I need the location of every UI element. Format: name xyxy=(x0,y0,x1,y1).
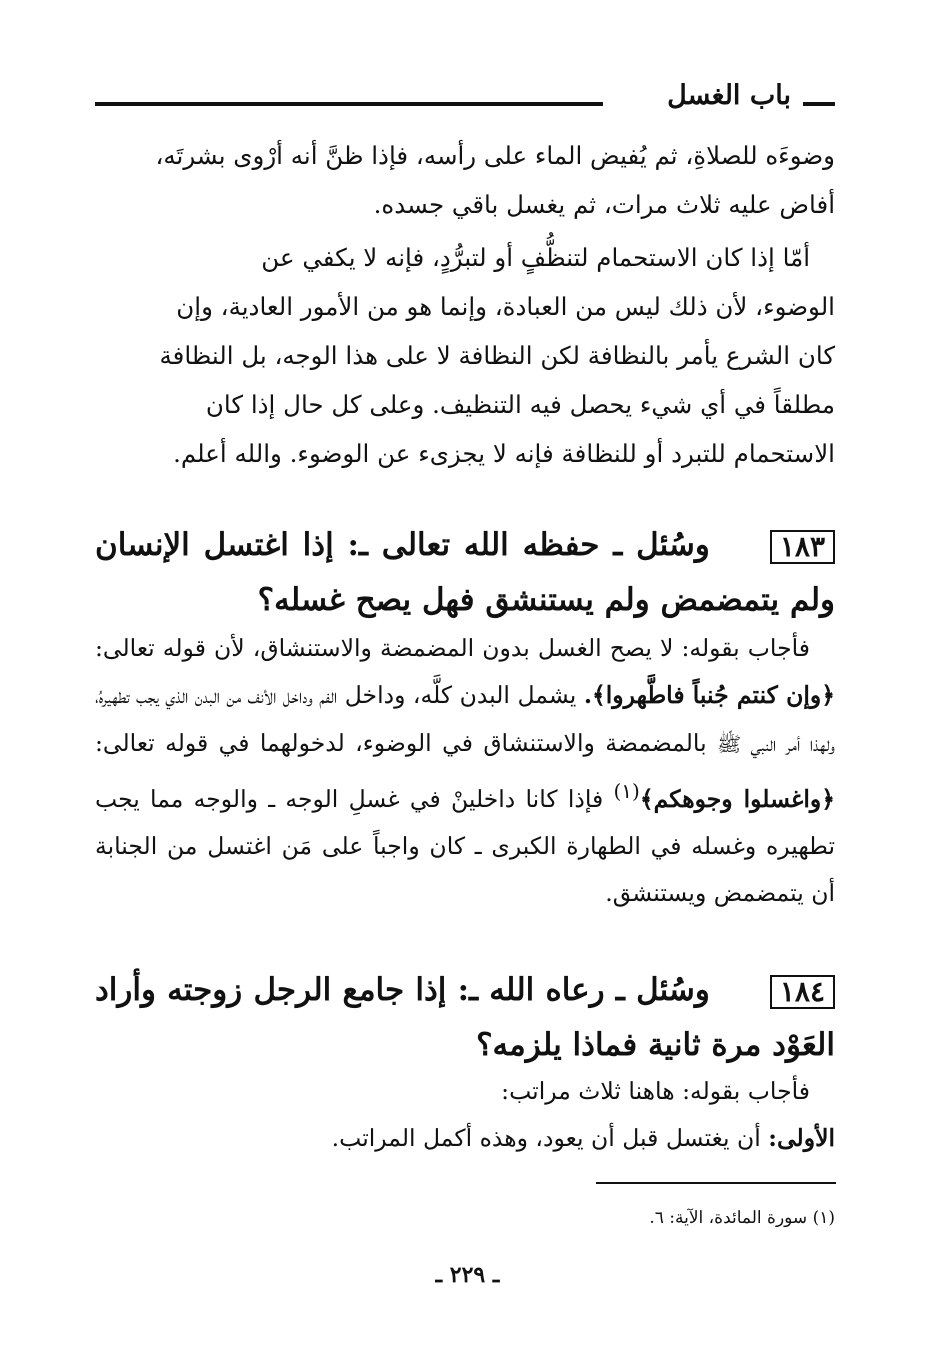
answer-intro: فأجاب بقوله: هاهنا ثلاث مراتب: xyxy=(501,1077,810,1105)
header-rule-right xyxy=(803,102,835,106)
paragraph-2 xyxy=(95,233,835,478)
text-line: الوضوء، لأن ذلك ليس من العبادة، وإنما هو من الأمور العادية، وإن xyxy=(176,292,835,321)
answer-point xyxy=(95,1115,835,1162)
question-number: ١٨٤ xyxy=(770,975,835,1009)
chapter-title: باب الغسل xyxy=(667,80,791,111)
quran-verse: ﴿واغسلوا وجوهكم﴾ xyxy=(639,784,835,813)
point-label: الأولى: xyxy=(768,1124,835,1152)
page-number: ـ ٢٢٩ ـ xyxy=(435,1262,500,1288)
quran-verse: ﴿وإن كنتم جُنباً فاطَّهروا﴾. xyxy=(583,681,835,709)
answer-184 xyxy=(95,1068,835,1162)
text-line: وضوءَه للصلاةِ، ثم يُفيض الماء على رأسه، فإذا ظنَّ أنه أرْوى بشرتَه، xyxy=(155,141,835,170)
header-rule-left xyxy=(95,102,603,106)
answer-continued: الفم وداخل الأنف من البدن الذي يجب تطهيرهُ، ولهذا أمر النبي ﷺ xyxy=(95,684,835,756)
question-183 xyxy=(95,518,835,628)
answer-text xyxy=(95,625,835,917)
answer-continued: يشمل البدن كلَّه، وداخل xyxy=(344,681,577,709)
footnote-marker: (١) xyxy=(613,779,640,803)
footnote-divider xyxy=(596,1182,836,1184)
question-number: ١٨٣ xyxy=(770,530,835,564)
text-line: أمّا إذا كان الاستحمام لتنظُّفٍ أو لتبرُّدٍ، فإنه لا يكفي عن xyxy=(261,243,810,272)
text-line: أفاض عليه ثلاث مرات، ثم يغسل باقي جسده. xyxy=(373,190,835,219)
footnote: (١) سورة المائدة، الآية: ٦. xyxy=(649,1208,835,1228)
page-header xyxy=(95,80,835,120)
answer-183 xyxy=(95,625,835,917)
answer-intro: فأجاب بقوله: لا يصح الغسل بدون المضمضة والاستنشاق، لأن قوله تعالى: xyxy=(95,634,810,662)
question-text: وسُئل ـ حفظه الله تعالى ـ: إذا اغتسل الإنسان ولم يتمضمض ولم يستنشق فهل يصح غسله؟ xyxy=(95,527,835,618)
text-line: مطلقاً في أي شيء يحصل فيه التنظيف. وعلى كل حال إذا كان xyxy=(205,390,835,419)
point-text: أن يغتسل قبل أن يعود، وهذه أكمل المراتب. xyxy=(331,1124,761,1152)
text-line: الاستحمام للتبرد أو للنظافة فإنه لا يجزىء عن الوضوء. والله أعلم. xyxy=(173,439,835,468)
paragraph-1 xyxy=(95,131,835,229)
question-text: وسُئل ـ رعاه الله ـ: إذا جامع الرجل زوجته وأراد العَوْد مرة ثانية فماذا يلزمه؟ xyxy=(95,972,835,1063)
text-line: كان الشرع يأمر بالنظافة لكن النظافة لا على هذا الوجه، بل النظافة xyxy=(159,341,835,370)
answer-continued: فإذا كانا داخلينْ في غسلِ الوجه ـ والوجه مما يجب تطهيره وغسله في الطهارة الكبرى ـ كان واجباً على مَن اغتسل من الجنابة أن يتمضمض ويستنشق. xyxy=(95,784,835,907)
answer-continued: بالمضمضة والاستنشاق في الوضوء، لدخولهما في قوله تعالى: xyxy=(95,729,707,757)
question-184 xyxy=(95,963,835,1073)
